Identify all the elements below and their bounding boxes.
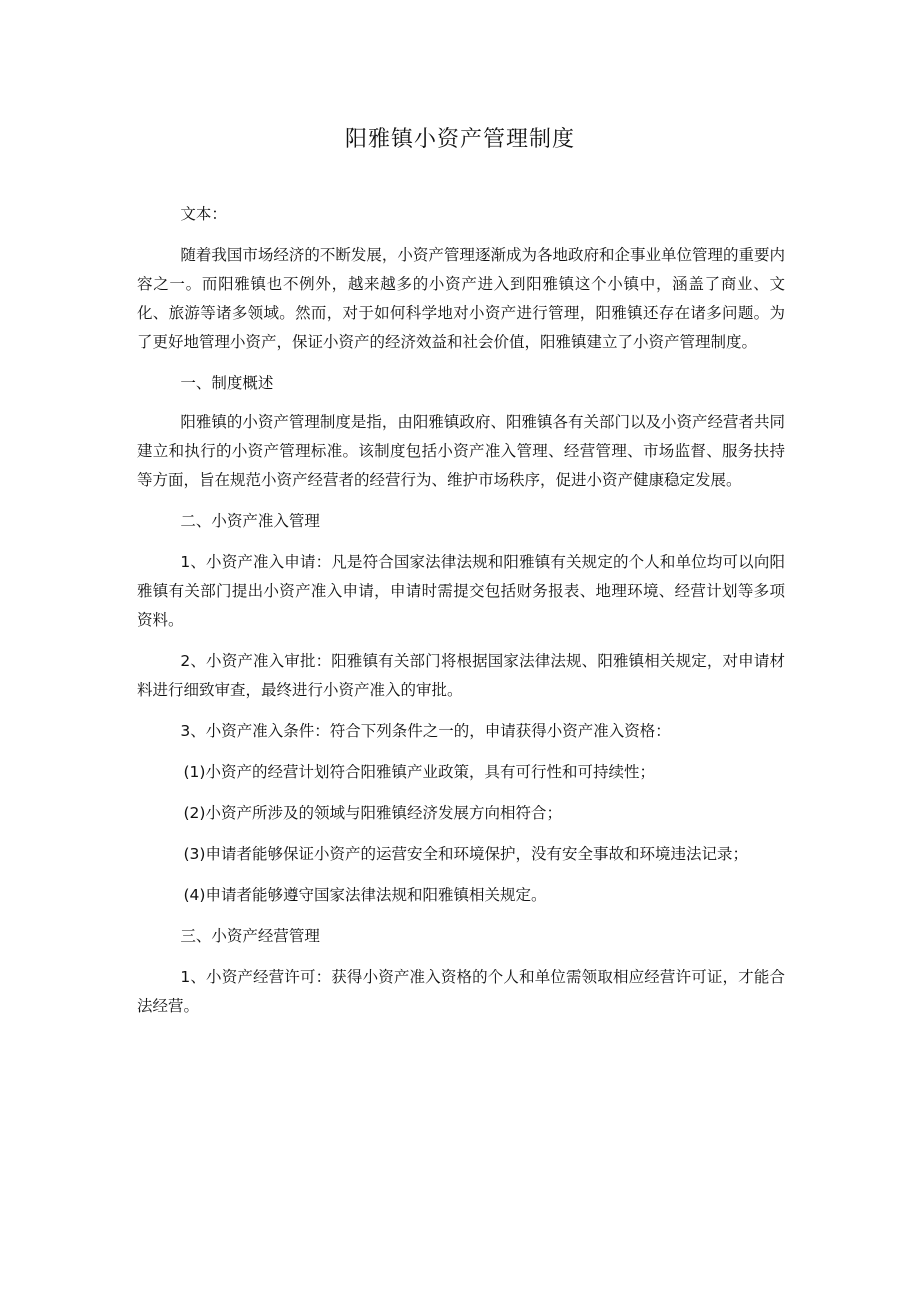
paragraph-conditions: 3、小资产准入条件：符合下列条件之一的，申请获得小资产准入资格： bbox=[180, 722, 671, 740]
paragraph-text-label: 文本： bbox=[180, 205, 227, 223]
paragraph-application: 1、小资产准入申请：凡是符合国家法律法规和阳雅镇有关规定的个人和单位均可以向阳雅镇有关部门提出小资产准入申请，申请时需提交包括财务报表、地理环境、经营计划等多项资料。 bbox=[137, 553, 785, 629]
paragraph-overview: 阳雅镇的小资产管理制度是指，由阳雅镇政府、阳雅镇各有关部门以及小资产经营者共同建立和执行的小资产管理标准。该制度包括小资产准入管理、经营管理、市场监督、服务扶持等方面，旨在规范小资产经营者的经营行为、维护市场秩序，促进小资产健康稳定发展。 bbox=[137, 413, 785, 489]
condition-item-3: (3)申请者能够保证小资产的运营安全和环境保护，没有安全事故和环境违法记录； bbox=[183, 845, 748, 863]
document-body bbox=[137, 200, 785, 1021]
condition-item-2: (2)小资产所涉及的领域与阳雅镇经济发展方向相符合； bbox=[183, 804, 562, 822]
condition-item-4: (4)申请者能够遵守国家法律法规和阳雅镇相关规定。 bbox=[183, 886, 547, 904]
section-heading-3: 三、小资产经营管理 bbox=[180, 927, 320, 945]
section-heading-2: 二、小资产准入管理 bbox=[180, 512, 320, 530]
section-heading-1: 一、制度概述 bbox=[180, 374, 274, 392]
paragraph-approval: 2、小资产准入审批：阳雅镇有关部门将根据国家法律法规、阳雅镇相关规定，对申请材料进行细致审查，最终进行小资产准入的审批。 bbox=[137, 652, 785, 699]
condition-item-1: (1)小资产的经营计划符合阳雅镇产业政策，具有可行性和可持续性； bbox=[183, 763, 655, 781]
paragraph-license: 1、小资产经营许可：获得小资产准入资格的个人和单位需领取相应经营许可证，才能合法经营。 bbox=[137, 968, 785, 1015]
document-title: 阳雅镇小资产管理制度 bbox=[344, 127, 575, 152]
paragraph-intro: 随着我国市场经济的不断发展，小资产管理逐渐成为各地政府和企事业单位管理的重要内容之一。而阳雅镇也不例外，越来越多的小资产进入到阳雅镇这个小镇中，涵盖了商业、文化、旅游等诸多领域。然而，对于如何科学地对小资产进行管理，阳雅镇还存在诸多问题。为了更好地管理小资产，保证小资产的经济效益和社会价值，阳雅镇建立了小资产管理制度。 bbox=[137, 246, 785, 351]
